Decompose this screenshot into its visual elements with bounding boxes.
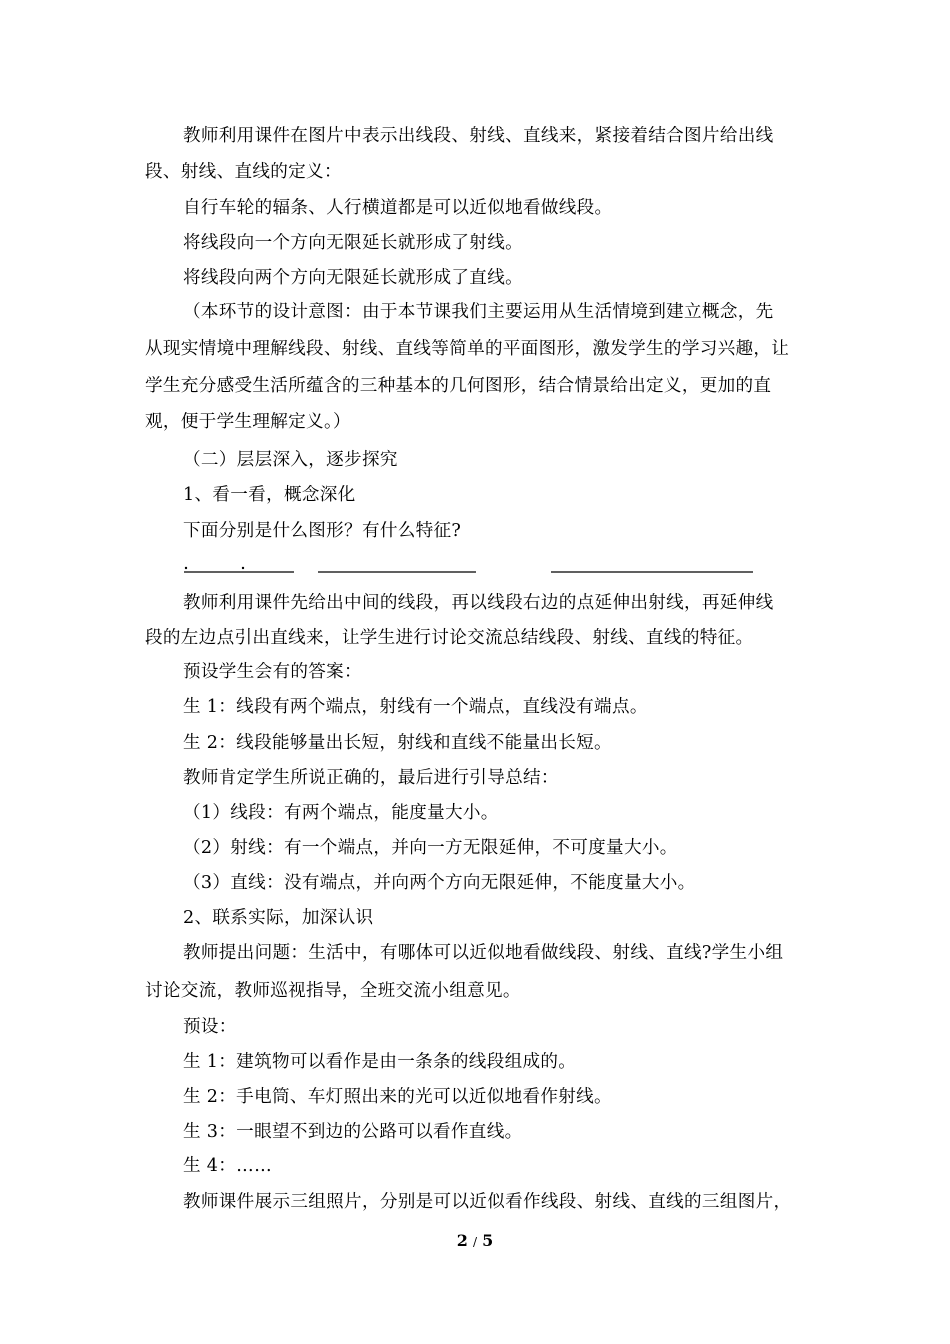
- paragraph-line: 生 2：线段能够量出长短，射线和直线不能量出长短。: [183, 733, 612, 753]
- paragraph-line: 段、射线、直线的定义：: [145, 162, 342, 182]
- section-heading: （二）层层深入，逐步探究: [183, 450, 398, 470]
- paragraph-line: 讨论交流，教师巡视指导，全班交流小组意见。: [145, 981, 521, 1001]
- paragraph-line: 教师利用课件在图片中表示出线段、射线、直线来，紧接着结合图片给出线: [183, 126, 774, 146]
- paragraph-line: （本环节的设计意图：由于本节课我们主要运用从生活情境到建立概念，先: [183, 302, 774, 322]
- paragraph-line: 生 4：……: [183, 1156, 272, 1176]
- list-item: （1）线段：有两个端点，能度量大小。: [183, 803, 499, 823]
- paragraph-line: 自行车轮的辐条、人行横道都是可以近似地看做线段。: [183, 198, 613, 218]
- total-pages: 5: [482, 1231, 494, 1250]
- list-item: （3）直线：没有端点，并向两个方向无限延伸，不能度量大小。: [183, 873, 696, 893]
- paragraph-line: 从现实情境中理解线段、射线、直线等简单的平面图形，激发学生的学习兴趣，让: [145, 339, 790, 359]
- paragraph-line: 观，便于学生理解定义。）: [145, 412, 351, 432]
- paragraph-line: 下面分别是什么图形？有什么特征?: [183, 521, 462, 541]
- page-number: [0, 1231, 950, 1252]
- subsection-heading: 1、看一看，概念深化: [183, 485, 356, 505]
- paragraph-line: 预设学生会有的答案：: [183, 662, 362, 682]
- paragraph-line: 预设：: [183, 1017, 237, 1037]
- paragraph-line: 教师肯定学生所说正确的，最后进行引导总结：: [183, 768, 559, 788]
- page-separator: /: [472, 1235, 478, 1249]
- segment-endpoint-right: [242, 567, 244, 569]
- segment-figure: [184, 567, 294, 572]
- subsection-heading: 2、联系实际，加深认识: [183, 908, 374, 928]
- paragraph-line: 教师提出问题：生活中，有哪体可以近似地看做线段、射线、直线?学生小组: [183, 943, 784, 963]
- current-page: 2: [456, 1231, 468, 1250]
- paragraph-line: 教师课件展示三组照片，分别是可以近似看作线段、射线、直线的三组图片，: [183, 1192, 792, 1212]
- paragraph-line: 学生充分感受生活所蕴含的三种基本的几何图形，结合情景给出定义，更加的直: [145, 376, 772, 396]
- paragraph-line: 将线段向两个方向无限延长就形成了直线。: [183, 268, 523, 288]
- paragraph-line: 段的左边点引出直线来，让学生进行讨论交流总结线段、射线、直线的特征。: [145, 628, 754, 648]
- segment-endpoint-left: [185, 567, 187, 569]
- paragraph-line: 将线段向一个方向无限延长就形成了射线。: [183, 233, 523, 253]
- paragraph-line: 教师利用课件先给出中间的线段，再以线段右边的点延伸出射线，再延伸线: [183, 593, 774, 613]
- paragraph-line: 生 1：线段有两个端点，射线有一个端点，直线没有端点。: [183, 697, 648, 717]
- paragraph-line: 生 1：建筑物可以看作是由一条条的线段组成的。: [183, 1052, 577, 1072]
- list-item: （2）射线：有一个端点，并向一方无限延伸，不可度量大小。: [183, 838, 678, 858]
- line-figures: [0, 555, 950, 585]
- paragraph-line: 生 2：手电筒、车灯照出来的光可以近似地看作射线。: [183, 1087, 612, 1107]
- paragraph-line: 生 3：一眼望不到边的公路可以看作直线。: [183, 1122, 523, 1142]
